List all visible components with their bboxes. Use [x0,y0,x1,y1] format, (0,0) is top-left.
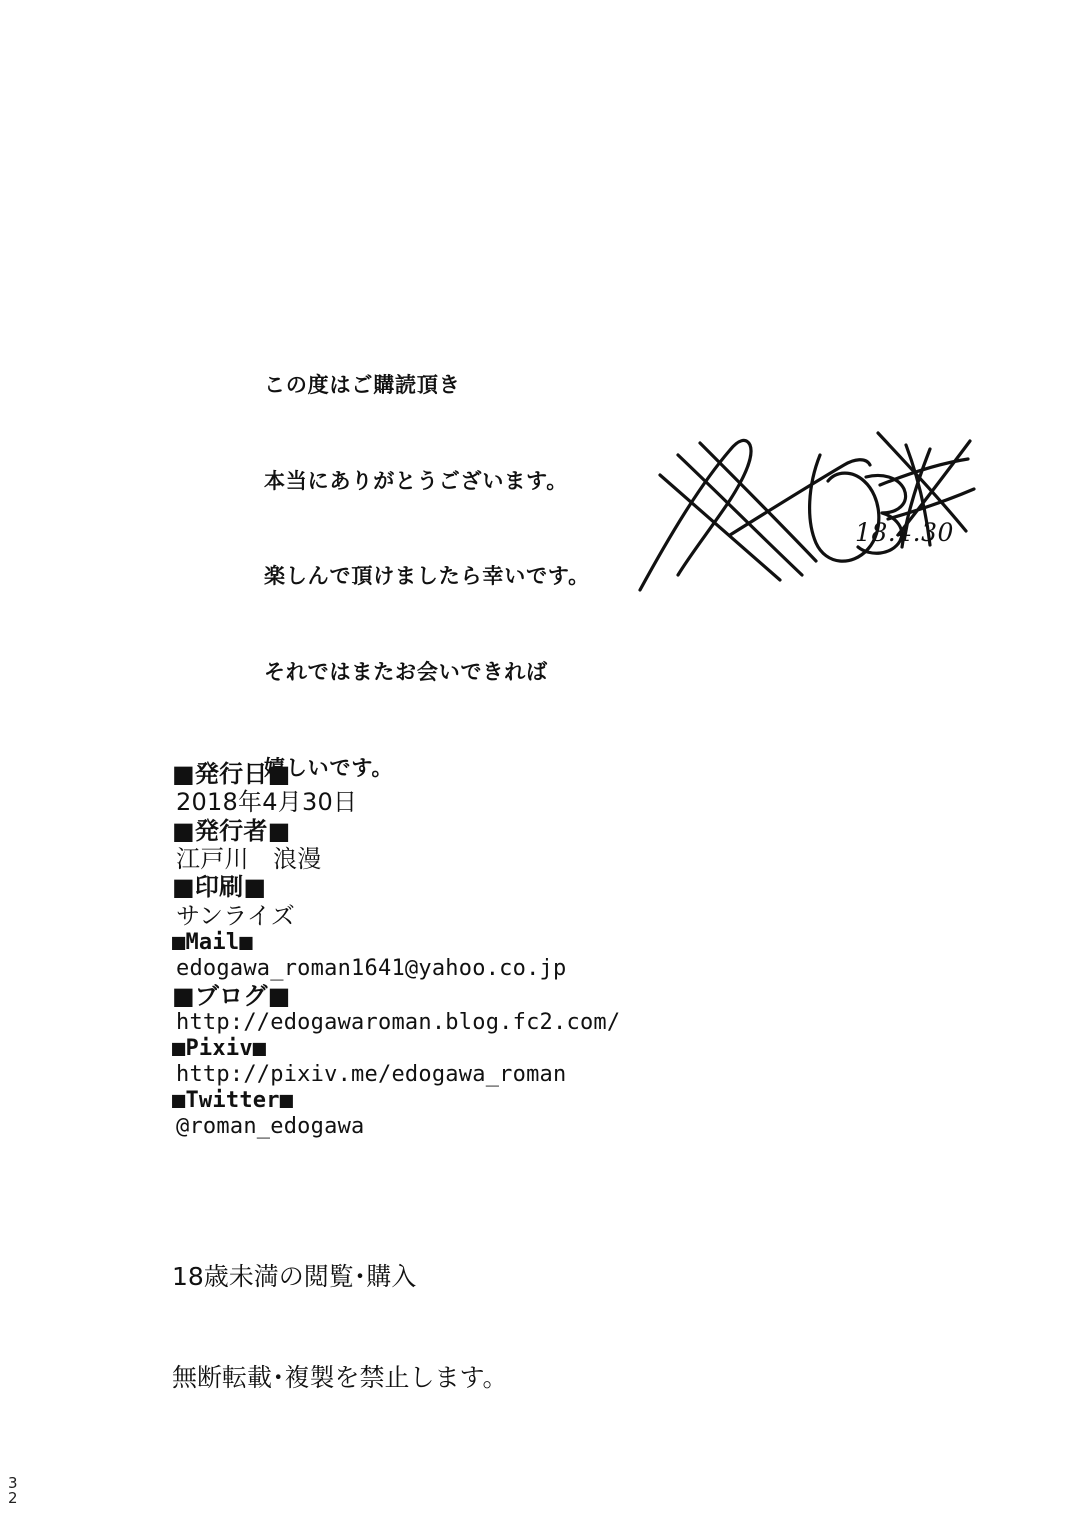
colophon-header-blog: ■ブログ■ [172,981,291,1010]
notice-line: 無断転載･複製を禁止します。 [172,1362,508,1392]
colophon-header-mail: ■Mail■ [172,929,253,955]
colophon-value-mail[interactable]: edogawa_roman1641@yahoo.co.jp [176,955,567,981]
colophon-value-date: 2018年4月30日 [176,788,358,817]
colophon [172,760,872,1140]
colophon-value-publisher: 江戸川 浪漫 [176,844,322,873]
colophon-header-pixiv: ■Pixiv■ [172,1036,267,1062]
colophon-value-printing: サンライズ [176,901,296,930]
afterword-text [264,306,704,817]
colophon-header-printing: ■印刷■ [172,873,267,902]
afterword-line: それではまたお会いできれば [264,659,548,684]
age-restriction-notice [172,1192,872,1428]
signature-date: 18.4.30 [855,518,954,547]
afterword-line: 楽しんで頂けましたら幸いです。 [264,564,590,589]
colophon-header-twitter: ■Twitter■ [172,1087,294,1113]
page-number-digit: 2 [8,1489,18,1507]
colophon-value-twitter[interactable]: @roman_edogawa [176,1113,365,1139]
colophon-header-publisher: ■発行者■ [172,816,291,845]
colophon-header-date: ■発行日■ [172,760,291,788]
colophon-value-pixiv[interactable]: http://pixiv.me/edogawa_roman [176,1062,567,1087]
notice-line: 18歳未満の閲覧･購入 [172,1261,417,1291]
colophon-value-blog[interactable]: http://edogawaroman.blog.fc2.com/ [176,1010,621,1036]
page-number-digit: 3 [8,1474,18,1492]
afterword-line: 嬉しいです。 [264,755,394,780]
afterword-line: 本当にありがとうございます。 [264,468,569,493]
page-number [8,1476,18,1506]
afterword-line: この度はご購読頂き [264,372,461,397]
